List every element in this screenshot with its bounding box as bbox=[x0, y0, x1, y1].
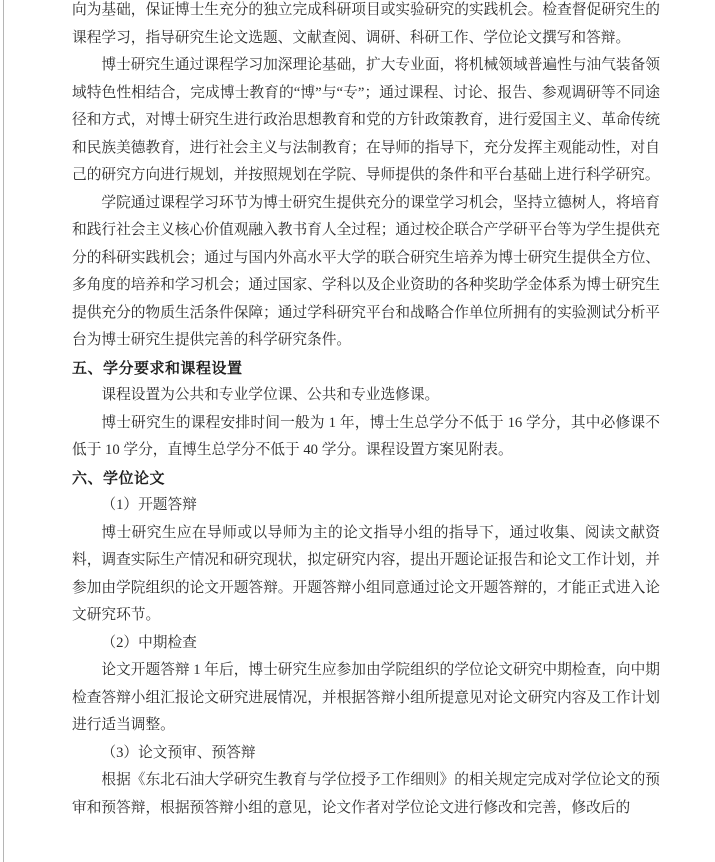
body-paragraph: 向为基础，保证博士生充分的独立完成科研项目或实验研究的实践机会。检查督促研究生的课程学习，指导研究生论文选题、文献查阅、调研、科研工作、学位论文撰写和答辩。 bbox=[72, 2, 660, 46]
body-paragraph: 课程设置为公共和专业学位课、公共和专业选修课。 bbox=[101, 387, 440, 403]
body-paragraph: 博士研究生应在导师或以导师为主的论文指导小组的指导下，通过收集、阅读文献资料，调查实际生产情况和研究现状，拟定研究内容，提出开题论证报告和论文工作计划，并参加由学院组织的论文开题答辩。开题答辩小组同意通过论文开题答辩的，才能正式进入论文研究环节。 bbox=[72, 524, 660, 623]
body-paragraph: 根据《东北石油大学研究生教育与学位授予工作细则》的相关规定完成对学位论文的预审和预答辩，根据预答辩小组的意见，论文作者对学位论文进行修改和完善，修改后的 bbox=[72, 772, 660, 816]
section-heading: 五、学分要求和课程设置 bbox=[72, 359, 243, 377]
body-paragraph: 学院通过课程学习环节为博士研究生提供充分的课堂学习机会，坚持立德树人，将培育和践行社会主义核心价值观融入教书育人全过程；通过校企联合产学研平台等为学生提供充分的科研实践机会；通过与国内外高水平大学的联合研究生培养为博士研究生提供全方位、多角度的培养和学习机会；通过国家、学科以及企业资助的各种奖助学金体系为博士研究生提供充分的物质生活条件保障；通过学科研究平台和战略合作单位所拥有的实验测试分析平台为博士研究生提供完善的科学研究条件。 bbox=[72, 194, 660, 348]
list-item-heading: （3）论文预审、预答辩 bbox=[101, 744, 256, 761]
body-paragraph: 博士研究生的课程安排时间一般为 1 年，博士生总学分不低于 16 学分，其中必修课不低于 10 学分，直博生总学分不低于 40 学分。课程设置方案见附表。 bbox=[72, 414, 660, 458]
list-item-heading: （2）中期检查 bbox=[101, 634, 197, 651]
body-paragraph: 论文开题答辩 1 年后，博士研究生应参加由学院组织的学位论文研究中期检查，向中期检查答辩小组汇报论文研究进展情况，并根据答辩小组所提意见对论文研究内容及工作计划进行适当调整。 bbox=[72, 662, 660, 733]
section-heading: 六、学位论文 bbox=[72, 469, 166, 487]
body-paragraph: 博士研究生通过课程学习加深理论基础，扩大专业面，将机械领域普遍性与油气装备领域特色性相结合，完成博士教育的“博”与“专”；通过课程、讨论、报告、参观调研等不同途径和方式，对博士研究生进行政治思想教育和党的方针政策教育，进行爱国主义、革命传统和民族美德教育，进行社会主义与法制教育；在导师的指导下，充分发挥主观能动性，对自己的研究方向进行规划，并按照规划在学院、导师提供的条件和平台基础上进行科学研究。 bbox=[72, 57, 660, 183]
document-content bbox=[72, 0, 660, 822]
page-edge-line bbox=[3, 0, 4, 862]
list-item-heading: （1）开题答辩 bbox=[101, 497, 197, 513]
